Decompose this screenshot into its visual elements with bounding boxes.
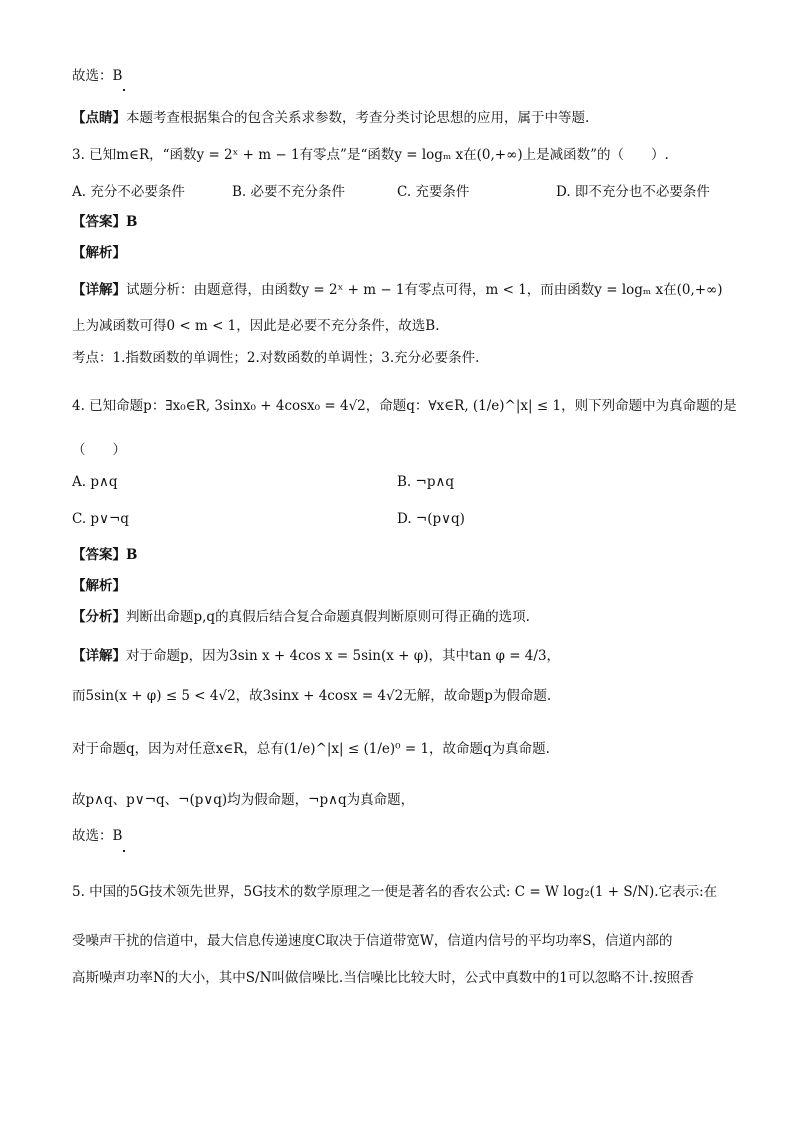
fenxi-tag: 【分析】 (72, 609, 126, 625)
fenxi-text: 判断出命题p,q的真假后结合复合命题真假判断原则可得正确的选项. (126, 609, 530, 625)
detail-tag: 【详解】 (72, 648, 126, 664)
q3-option-d: D. 即不充分也不必要条件 (556, 184, 710, 200)
comment-text: 本题考查根据集合的包含关系求参数，考查分类讨论思想的应用，属于中等题. (126, 110, 590, 126)
kaodian-3: 考点：1.指数函数的单调性；2.对数函数的单调性；3.充分必要条件. (72, 350, 480, 366)
detail-tag: 【详解】 (72, 282, 126, 298)
q4-option-d: D. ¬(p∨q) (397, 511, 465, 527)
analysis-label-4: 【解析】 (72, 578, 126, 594)
comment-tag: 【点睛】 (72, 110, 126, 126)
detail-4-line-4: 故p∧q、p∨¬q、¬(p∨q)均为假命题，¬p∧q为真命题， (72, 792, 415, 808)
q4-option-a: A. p∧q (72, 474, 118, 490)
q3-option-a: A. 充分不必要条件 (72, 184, 185, 200)
q3-option-b: B. 必要不充分条件 (232, 184, 346, 200)
question-5-line-3: 高斯噪声功率N的大小，其中S/N叫做信噪比.当信噪比比较大时，公式中真数中的1可以忽略不计.按照香 (72, 970, 694, 986)
q4-option-b: B. ¬p∧q (397, 474, 454, 490)
answer-label-4: 【答案】B (72, 547, 138, 563)
answer-selection-4: 故选：B (72, 828, 123, 844)
detail-4-line-2: 而5sin(x + φ) ≤ 5 < 4√2，故3sinx + 4cosx = 4√2无解，故命题p为假命题. (72, 688, 552, 704)
dot-mark (123, 850, 125, 852)
question-3: 3. 已知m∈R，“函数y = 2ˣ + m − 1有零点”是“函数y = logₘ x在(0,+∞)上是减函数”的（ ）. (72, 147, 669, 163)
analysis-label-3: 【解析】 (72, 245, 126, 261)
detail-text: 试题分析：由题意得，由函数y = 2ˣ + m − 1有零点可得，m < 1，而由函数y = logₘ x在(0,+∞) (126, 282, 723, 298)
answer-label-3: 【答案】B (72, 214, 138, 230)
detail-4-line-1 (72, 646, 560, 666)
detail-3-line-2: 上为减函数可得0 < m < 1，因此是必要不充分条件，故选B. (72, 318, 440, 334)
question-4-line-2: （ ） (72, 442, 126, 458)
fenxi-4 (72, 607, 530, 627)
q4-option-c: C. p∨¬q (72, 511, 129, 527)
question-5-line-1: 5. 中国的5G技术领先世界，5G技术的数学原理之一便是著名的香农公式: C = W log₂(1 + S/N).它表示:在 (72, 884, 718, 900)
answer-selection-1: 故选：B (72, 68, 123, 84)
detail-3-line-1 (72, 280, 723, 300)
dot-mark (123, 89, 125, 91)
question-5-line-2: 受噪声干扰的信道中，最大信息传递速度C取决于信道带宽W，信道内信号的平均功率S，信道内部的 (72, 933, 673, 949)
comment-line (72, 108, 589, 128)
detail-4-line-3: 对于命题q，因为对任意x∈R，总有(1/e)^|x| ≤ (1/e)⁰ = 1，故命题q为真命题. (72, 741, 550, 757)
detail-text: 对于命题p，因为3sin x + 4cos x = 5sin(x + φ)，其中tan φ = 4/3， (126, 648, 561, 664)
q3-option-c: C. 充要条件 (397, 184, 470, 200)
question-4-line-1: 4. 已知命题p：∃x₀∈R, 3sinx₀ + 4cosx₀ = 4√2，命题q：∀x∈R, (1/e)^|x| ≤ 1，则下列命题中为真命题的是 (72, 398, 737, 414)
